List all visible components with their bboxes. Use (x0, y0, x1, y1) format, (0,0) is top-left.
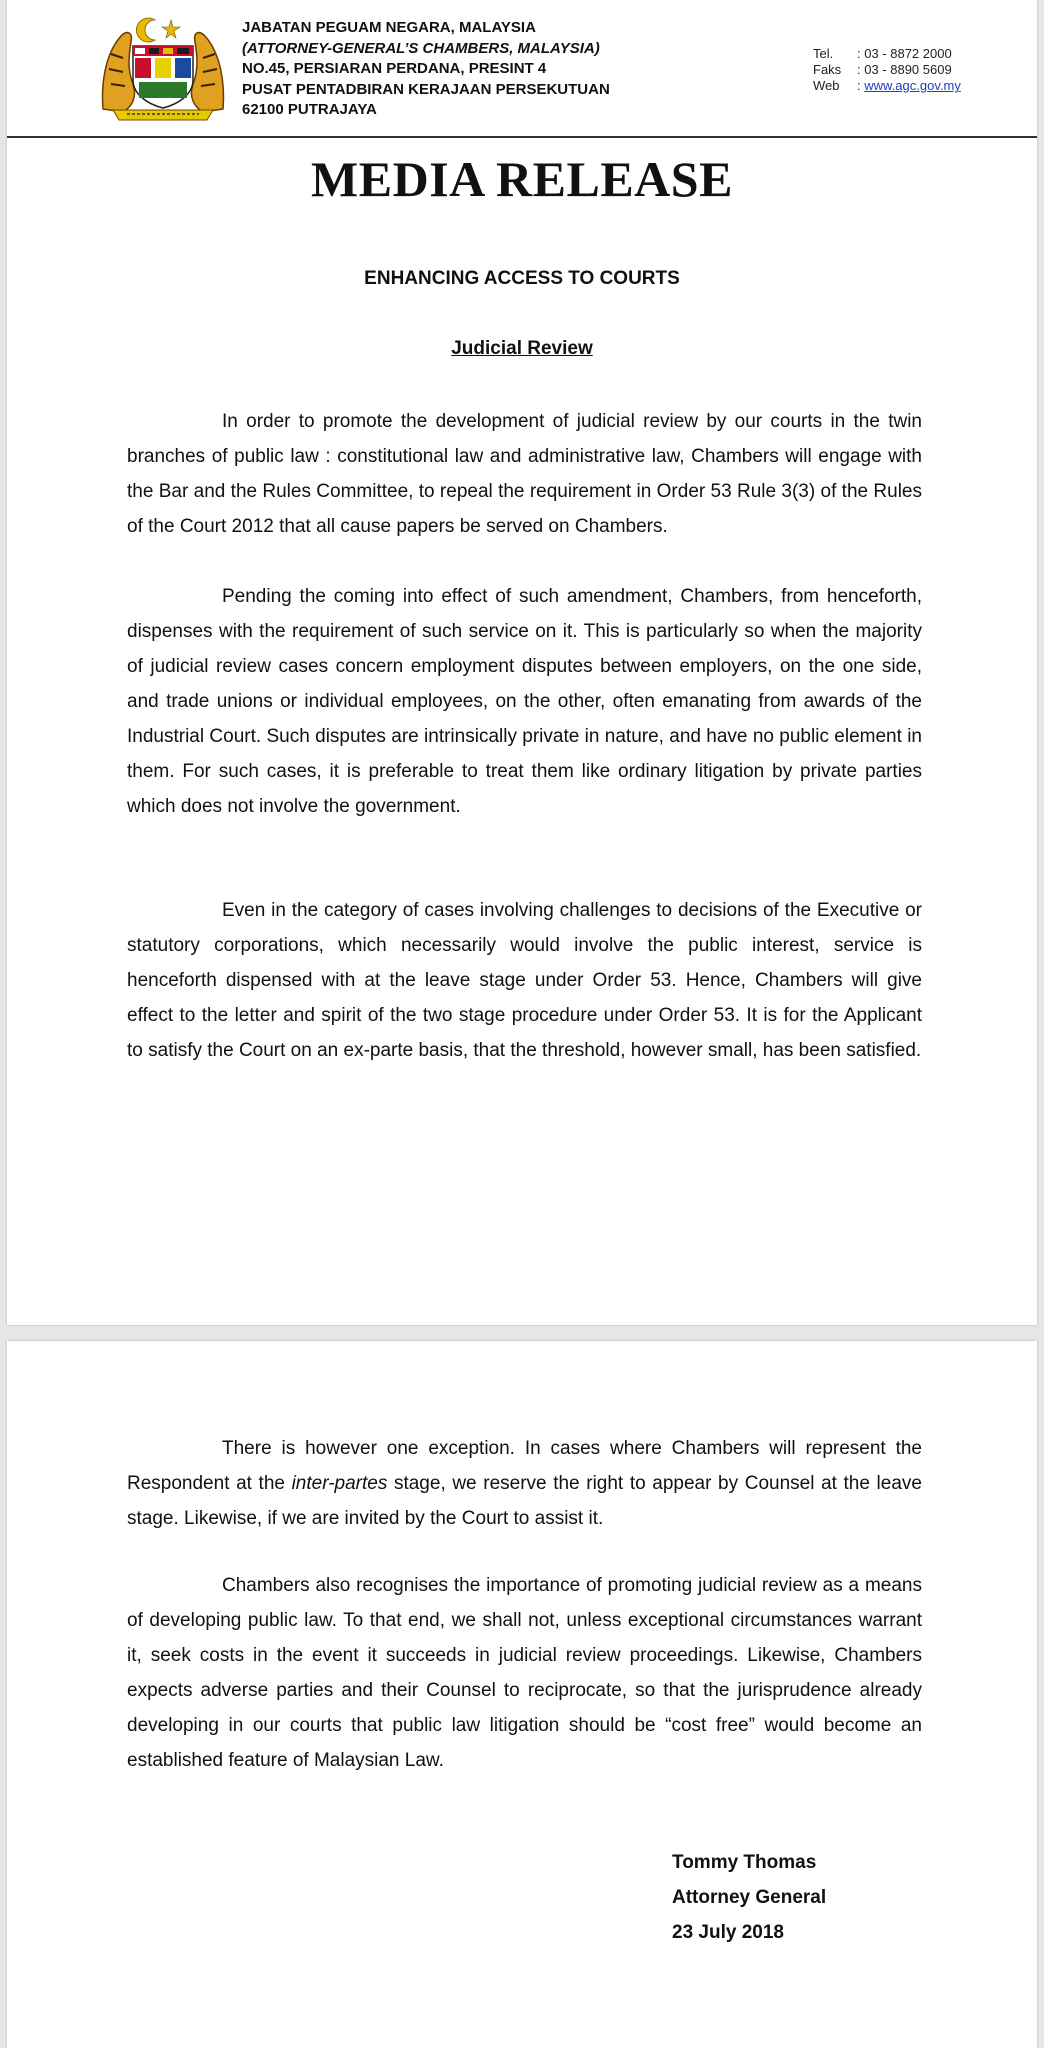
paragraph-4-part-1: There is however one exception. In cases where Chambers will represent the Respondent at the (127, 1438, 922, 1494)
paragraph-2: Pending the coming into effect of such amendment, Chambers, from henceforth, dispenses with the requirement of such service on it. This is particularly so when the majority of judicial review cases concern employment disputes between employers, on the one side, and trade unions or individual employees, on the other, often emanating from awards of the Industrial Court. Such disputes are intrinsically private in nature, and have no public element in them. For such cases, it is preferable to treat them like ordinary litigation by private parties which does not involve the government. (127, 586, 922, 817)
contact-info (813, 46, 961, 94)
document-page-2 (7, 1341, 1037, 2048)
paragraph-4-italic-term: inter-partes (291, 1473, 388, 1494)
telephone-label: Tel. (813, 46, 834, 61)
fax-label: Faks (813, 62, 842, 77)
telephone-value: : 03 - 8872 2000 (857, 46, 952, 61)
website-link[interactable]: www.agc.gov.my (864, 78, 961, 93)
agency-name-malay: JABATAN PEGUAM NEGARA, MALAYSIA (242, 19, 536, 36)
agency-address (242, 18, 610, 121)
malaysia-coat-of-arms-icon (93, 14, 233, 124)
agency-name-english: (ATTORNEY-GENERAL’S CHAMBERS, MALAYSIA) (242, 39, 600, 57)
header-divider (7, 136, 1037, 138)
website-label: Web (813, 78, 840, 93)
address-line-2: PUSAT PENTADBIRAN KERAJAAN PERSEKUTUAN (242, 80, 610, 98)
section-heading: Judicial Review (451, 338, 593, 359)
release-subject: ENHANCING ACCESS TO COURTS (364, 268, 680, 289)
paragraph-3: Even in the category of cases involving challenges to decisions of the Executive or statutory corporations, which necessarily would involve the public interest, service is henceforth dispensed with at the leave stage under Order 53. Hence, Chambers will give effect to the letter and spirit of the two stage procedure under Order 53. It is for the Applicant to satisfy the Court on an ex-parte basis, that the threshold, however small, has been satisfied. (127, 900, 922, 1061)
release-date: 23 July 2018 (672, 1922, 784, 1943)
paragraph-4-part-2: stage, we reserve the right to appear by Counsel at the leave stage. Likewise, if we are invited by the Court to assist it. (127, 1473, 922, 1529)
signature-block (672, 1845, 826, 1950)
page-title: MEDIA RELEASE (311, 151, 733, 207)
paragraph-4 (127, 1431, 922, 1536)
paragraph-5: Chambers also recognises the importance of promoting judicial review as a means of developing public law. To that end, we shall not, unless exceptional circumstances warrant it, seek costs in the event it succeeds in judicial review proceedings. Likewise, Chambers expects adverse parties and their Counsel to reciprocate, so that the jurisprudence already developing in our courts that public law litigation should be “cost free” would become an established feature of Malaysian Law. (127, 1575, 922, 1771)
address-line-3: 62100 PUTRAJAYA (242, 101, 377, 118)
fax (813, 62, 961, 78)
signatory-name: Tommy Thomas (672, 1852, 817, 1873)
paragraph-1: In order to promote the development of judicial review by our courts in the twin branches of public law : constitutional law and administrative law, Chambers will engage with the Bar and the Rules Committee, to repeal the requirement in Order 53 Rule 3(3) of the Rules of the Court 2012 that all cause papers be served on Chambers. (127, 411, 922, 537)
website-colon: : (857, 78, 861, 93)
address-line-1: NO.45, PERSIARAN PERDANA, PRESINT 4 (242, 60, 547, 77)
telephone (813, 46, 961, 62)
document-page-1 (7, 0, 1037, 1325)
signatory-position: Attorney General (672, 1887, 827, 1908)
fax-value: : 03 - 8890 5609 (857, 62, 952, 77)
website (813, 78, 961, 94)
